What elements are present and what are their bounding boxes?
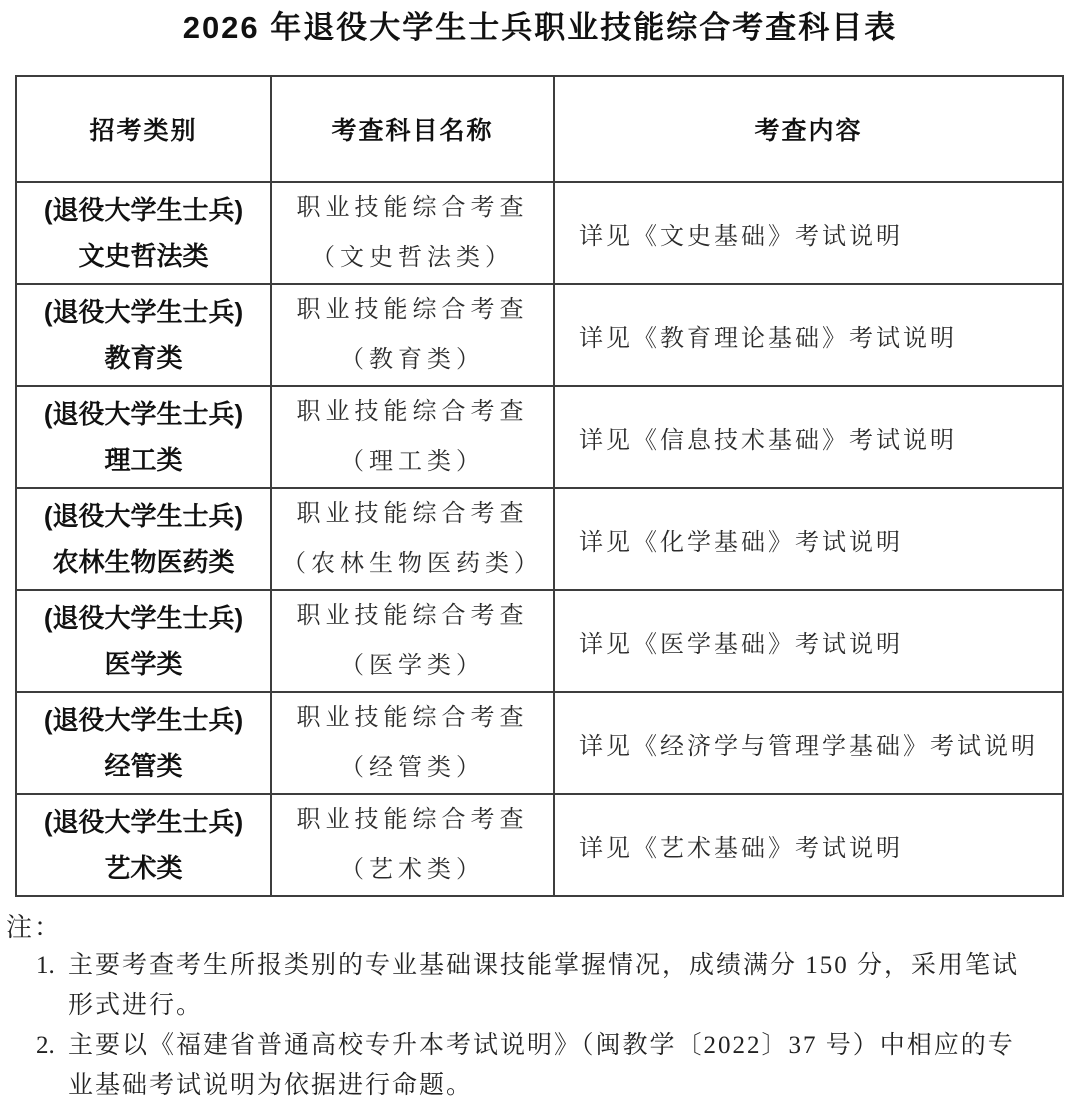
category-line2: 农林生物医药类 <box>52 547 235 577</box>
category-line2: 教育类 <box>104 343 183 373</box>
cell-subject <box>271 182 554 284</box>
subject-line1: 职业技能综合考查 <box>296 501 529 527</box>
table-row <box>16 182 1063 284</box>
cell-content: 详见《信息技术基础》考试说明 <box>554 386 1063 488</box>
cell-content: 详见《文史基础》考试说明 <box>554 182 1063 284</box>
note-number: 1. <box>36 952 55 979</box>
table-row <box>16 794 1063 896</box>
cell-content: 详见《化学基础》考试说明 <box>554 488 1063 590</box>
column-header-subject: 考查科目名称 <box>271 76 554 182</box>
note-line: 主要考查考生所报类别的专业基础课技能掌握情况，成绩满分 150 分，采用笔试 <box>68 952 1020 979</box>
category-line2: 文史哲法类 <box>78 241 209 271</box>
note-text <box>68 1026 1080 1106</box>
subject-line2: （医学类） <box>340 653 485 679</box>
cell-subject <box>271 692 554 794</box>
category-line1: (退役大学生士兵) <box>43 501 244 531</box>
category-line1: (退役大学生士兵) <box>43 603 244 633</box>
page-title: 2026 年退役大学生士兵职业技能综合考查科目表 <box>182 10 898 45</box>
table-header <box>16 76 1063 182</box>
cell-category <box>16 794 271 896</box>
table-body <box>16 182 1063 896</box>
subject-line2: （教育类） <box>340 347 485 373</box>
table-row <box>16 488 1063 590</box>
category-line1: (退役大学生士兵) <box>43 399 244 429</box>
category-line2: 医学类 <box>104 649 183 679</box>
column-header-content: 考查内容 <box>554 76 1063 182</box>
subject-line1: 职业技能综合考查 <box>296 399 529 425</box>
note-text <box>68 946 1080 1026</box>
cell-subject <box>271 590 554 692</box>
column-header-category: 招考类别 <box>16 76 271 182</box>
notes-label: 注： <box>6 913 63 942</box>
note-line: 形式进行。 <box>68 992 204 1019</box>
table-row <box>16 386 1063 488</box>
cell-content: 详见《艺术基础》考试说明 <box>554 794 1063 896</box>
table-row <box>16 284 1063 386</box>
header-row <box>16 76 1063 182</box>
note-item <box>36 946 1080 1026</box>
category-line2: 艺术类 <box>104 853 183 883</box>
cell-category <box>16 386 271 488</box>
category-line2: 经管类 <box>104 751 183 781</box>
notes-section <box>6 910 1080 1106</box>
cell-content: 详见《经济学与管理学基础》考试说明 <box>554 692 1063 794</box>
cell-content: 详见《教育理论基础》考试说明 <box>554 284 1063 386</box>
category-line1: (退役大学生士兵) <box>43 297 244 327</box>
note-number: 2. <box>36 1032 55 1059</box>
cell-subject <box>271 386 554 488</box>
cell-subject <box>271 794 554 896</box>
subject-line2: （艺术类） <box>340 857 485 883</box>
cell-category <box>16 590 271 692</box>
note-line: 主要以《福建省普通高校专升本考试说明》（闽教学〔2022〕37 号）中相应的专 <box>68 1032 1015 1059</box>
exam-subjects-table <box>15 75 1064 897</box>
subject-line1: 职业技能综合考查 <box>296 195 529 221</box>
note-item <box>36 1026 1080 1106</box>
category-line1: (退役大学生士兵) <box>43 807 244 837</box>
table-row <box>16 692 1063 794</box>
category-line1: (退役大学生士兵) <box>43 195 244 225</box>
subject-line2: （农林生物医药类） <box>282 551 543 577</box>
subject-line1: 职业技能综合考查 <box>296 807 529 833</box>
subject-line2: （理工类） <box>340 449 485 475</box>
subject-line1: 职业技能综合考查 <box>296 297 529 323</box>
cell-category <box>16 182 271 284</box>
cell-subject <box>271 488 554 590</box>
cell-subject <box>271 284 554 386</box>
subject-line1: 职业技能综合考查 <box>296 705 529 731</box>
cell-category <box>16 692 271 794</box>
subject-line2: （文史哲法类） <box>311 245 514 271</box>
cell-category <box>16 284 271 386</box>
category-line2: 理工类 <box>104 445 183 475</box>
note-line: 业基础考试说明为依据进行命题。 <box>68 1072 474 1099</box>
table-row <box>16 590 1063 692</box>
cell-category <box>16 488 271 590</box>
subject-line1: 职业技能综合考查 <box>296 603 529 629</box>
category-line1: (退役大学生士兵) <box>43 705 244 735</box>
cell-content: 详见《医学基础》考试说明 <box>554 590 1063 692</box>
subject-line2: （经管类） <box>340 755 485 781</box>
